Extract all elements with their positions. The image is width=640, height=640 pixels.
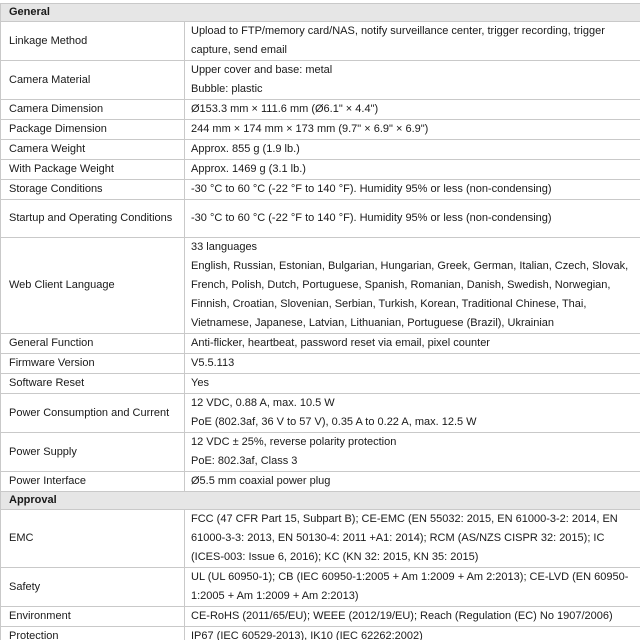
spec-row <box>1 160 640 180</box>
spec-label: Camera Dimension <box>1 100 185 120</box>
spec-value-line: -30 °C to 60 °C (-22 °F to 140 °F). Humidity 95% or less (non-condensing) <box>191 212 552 224</box>
spec-value <box>185 354 640 374</box>
spec-value <box>185 472 640 492</box>
section-title: General <box>1 4 640 22</box>
spec-value <box>185 394 640 433</box>
spec-value-line: PoE: 802.3af, Class 3 <box>191 455 298 467</box>
spec-value-line: 12 VDC ± 25%, reverse polarity protection <box>191 436 397 448</box>
section-header <box>1 492 640 510</box>
spec-value-line: Yes <box>191 377 209 389</box>
spec-row <box>1 180 640 200</box>
spec-value-line: PoE (802.3af, 36 V to 57 V), 0.35 A to 0.22 A, max. 12.5 W <box>191 416 477 428</box>
spec-row <box>1 22 640 61</box>
spec-value-line: UL (UL 60950-1); CB (IEC 60950-1:2005 + Am 1:2009 + Am 2:2013); CE-LVD (EN 60950-1:2005 + Am 1:2009 + Am 2:2013) <box>191 571 629 602</box>
spec-row <box>1 510 640 568</box>
spec-value <box>185 22 640 61</box>
spec-value-line: Upload to FTP/memory card/NAS, notify surveillance center, trigger recording, trigger capture, send email <box>191 25 605 56</box>
page-top-edge <box>0 0 640 3</box>
spec-row <box>1 374 640 394</box>
spec-row <box>1 433 640 472</box>
spec-row <box>1 568 640 607</box>
spec-value-line: Approx. 1469 g (3.1 lb.) <box>191 163 306 175</box>
section-header <box>1 4 640 22</box>
spec-value-line: V5.5.113 <box>191 357 235 369</box>
spec-value <box>185 334 640 354</box>
spec-value-line: Anti-flicker, heartbeat, password reset via email, pixel counter <box>191 337 490 349</box>
spec-row <box>1 334 640 354</box>
spec-label: Linkage Method <box>1 22 185 61</box>
spec-label: Camera Material <box>1 61 185 100</box>
spec-value <box>185 238 640 334</box>
spec-value-line: 244 mm × 174 mm × 173 mm (9.7" × 6.9" × 6.9") <box>191 123 429 135</box>
spec-value <box>185 568 640 607</box>
spec-value <box>185 433 640 472</box>
spec-row <box>1 394 640 433</box>
spec-value-line: FCC (47 CFR Part 15, Subpart B); CE-EMC (EN 55032: 2015, EN 61000-3-2: 2014, EN 61000-3-3: 2013, EN 50130-4: 2011 +A1: 2014); RCM (AS/NZS CISPR 32: 2015); IC (ICES-003: Issue 6, 2016); KC (KN 32: 2015, KN 35: 2015) <box>191 513 618 563</box>
spec-label: Firmware Version <box>1 354 185 374</box>
spec-value-line: English, Russian, Estonian, Bulgarian, Hungarian, Greek, German, Italian, Czech, Slovak, French, Polish, Dutch, Portuguese, Spanish, Romanian, Danish, Swedish, Norwegian, Finnish, Croatian, Slovenian, Serbian, Turkish, Korean, Traditional Chinese, Thai, Vietnamese, Japanese, Latvian, Lithuanian, Portuguese (Brazil), Ukrainian <box>191 260 629 329</box>
spec-row <box>1 607 640 627</box>
spec-value-line: Bubble: plastic <box>191 83 263 95</box>
spec-value-line: CE-RoHS (2011/65/EU); WEEE (2012/19/EU); Reach (Regulation (EC) No 1907/2006) <box>191 610 613 622</box>
spec-row <box>1 140 640 160</box>
spec-value <box>185 61 640 100</box>
spec-value <box>185 100 640 120</box>
spec-value-line: -30 °C to 60 °C (-22 °F to 140 °F). Humidity 95% or less (non-condensing) <box>191 183 552 195</box>
spec-value <box>185 627 640 640</box>
spec-row <box>1 200 640 238</box>
spec-row <box>1 472 640 492</box>
spec-value <box>185 374 640 394</box>
spec-label: Software Reset <box>1 374 185 394</box>
spec-label: Storage Conditions <box>1 180 185 200</box>
spec-table <box>0 3 640 640</box>
spec-value-line: Ø153.3 mm × 111.6 mm (Ø6.1" × 4.4") <box>191 103 379 115</box>
spec-label: Package Dimension <box>1 120 185 140</box>
spec-value <box>185 200 640 238</box>
spec-label: With Package Weight <box>1 160 185 180</box>
spec-label: General Function <box>1 334 185 354</box>
section-title: Approval <box>1 492 640 510</box>
spec-value-line: 33 languages <box>191 241 258 253</box>
spec-value <box>185 510 640 568</box>
spec-table-body <box>1 4 640 640</box>
spec-label: Power Consumption and Current <box>1 394 185 433</box>
spec-row <box>1 238 640 334</box>
spec-row <box>1 354 640 374</box>
spec-label: Power Supply <box>1 433 185 472</box>
spec-row <box>1 100 640 120</box>
spec-value <box>185 140 640 160</box>
spec-label: Web Client Language <box>1 238 185 334</box>
spec-label: Environment <box>1 607 185 627</box>
spec-label: EMC <box>1 510 185 568</box>
spec-value <box>185 180 640 200</box>
spec-label: Safety <box>1 568 185 607</box>
spec-label: Protection <box>1 627 185 640</box>
spec-row <box>1 627 640 640</box>
spec-value-line: 12 VDC, 0.88 A, max. 10.5 W <box>191 397 335 409</box>
spec-value <box>185 120 640 140</box>
spec-row <box>1 120 640 140</box>
spec-value-line: Ø5.5 mm coaxial power plug <box>191 475 331 487</box>
spec-value-line: IP67 (IEC 60529-2013), IK10 (IEC 62262:2002) <box>191 630 423 640</box>
spec-row <box>1 61 640 100</box>
spec-label: Camera Weight <box>1 140 185 160</box>
spec-value-line: Upper cover and base: metal <box>191 64 333 76</box>
spec-value <box>185 160 640 180</box>
spec-label: Power Interface <box>1 472 185 492</box>
spec-value-line: Approx. 855 g (1.9 lb.) <box>191 143 300 155</box>
spec-label: Startup and Operating Conditions <box>1 200 185 238</box>
spec-value <box>185 607 640 627</box>
